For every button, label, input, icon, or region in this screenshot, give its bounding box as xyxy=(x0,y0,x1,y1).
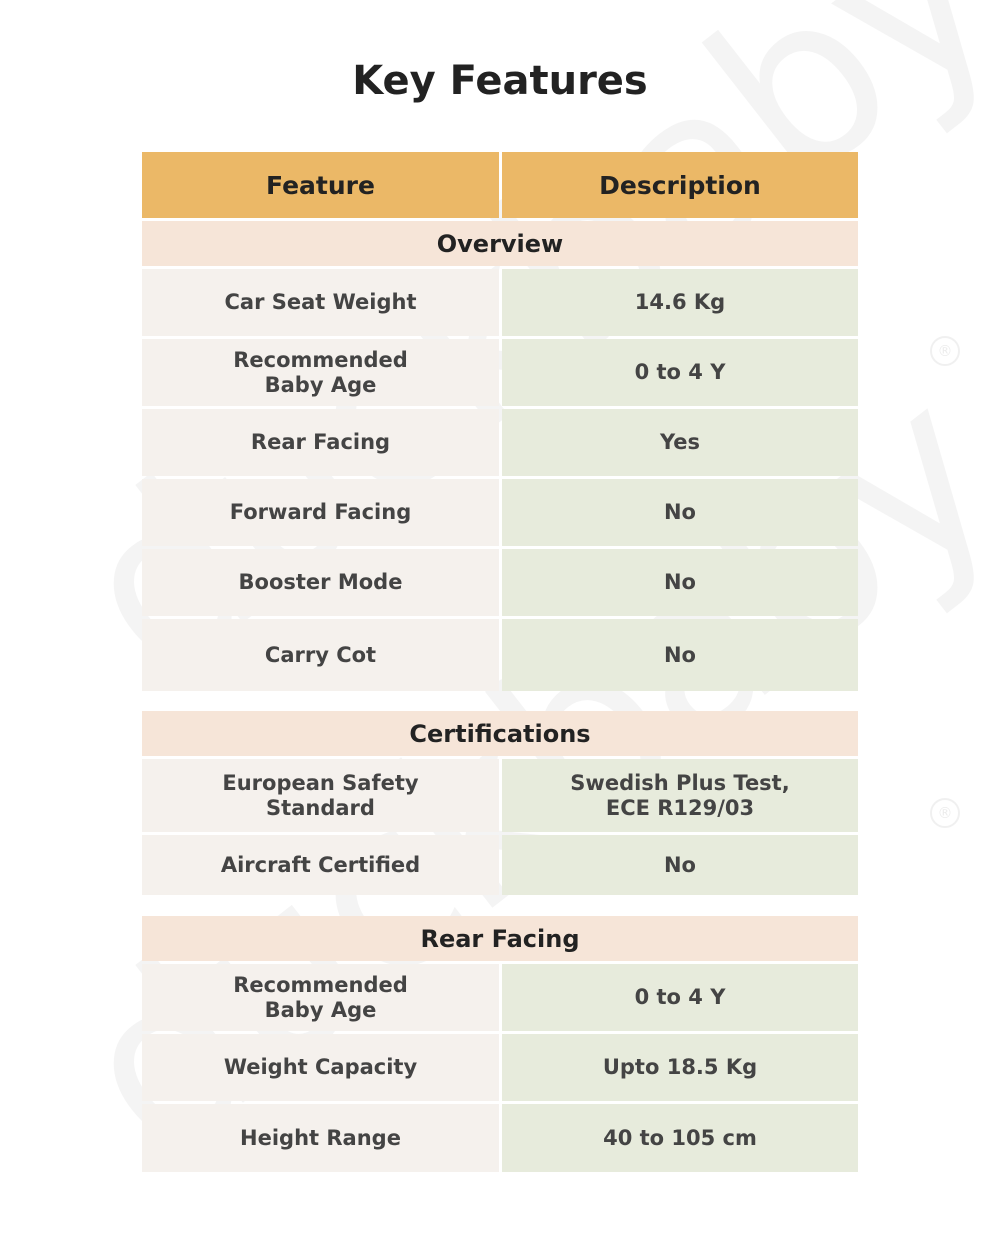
feature-cell: Rear Facing xyxy=(142,409,499,476)
description-cell: 40 to 105 cm xyxy=(502,1104,858,1172)
table-row xyxy=(142,759,858,832)
header-feature: Feature xyxy=(142,152,499,218)
table-row xyxy=(142,1034,858,1101)
section-title: Rear Facing xyxy=(142,916,858,961)
description-cell: No xyxy=(502,479,858,546)
description-cell: Upto 18.5 Kg xyxy=(502,1034,858,1101)
description-cell: No xyxy=(502,835,858,895)
feature-cell: Recommended Baby Age xyxy=(142,964,499,1031)
table-row xyxy=(142,619,858,691)
table-row xyxy=(142,1104,858,1172)
feature-cell: Forward Facing xyxy=(142,479,499,546)
table-row xyxy=(142,964,858,1031)
table-row xyxy=(142,479,858,546)
description-cell: 0 to 4 Y xyxy=(502,964,858,1031)
table-row xyxy=(142,409,858,476)
page-title: Key Features xyxy=(352,58,648,104)
feature-cell: Car Seat Weight xyxy=(142,269,499,336)
feature-cell: Aircraft Certified xyxy=(142,835,499,895)
section-rear-facing xyxy=(142,916,858,1172)
description-cell: 14.6 Kg xyxy=(502,269,858,336)
description-cell: Swedish Plus Test, ECE R129/03 xyxy=(502,759,858,832)
description-cell: Yes xyxy=(502,409,858,476)
registered-mark-2: ® xyxy=(930,798,960,828)
feature-cell: Weight Capacity xyxy=(142,1034,499,1101)
section-title: Overview xyxy=(142,221,858,266)
section-overview xyxy=(142,221,858,691)
header-description: Description xyxy=(502,152,858,218)
table-row xyxy=(142,339,858,406)
feature-cell: Carry Cot xyxy=(142,619,499,691)
feature-cell: Height Range xyxy=(142,1104,499,1172)
description-cell: No xyxy=(502,619,858,691)
table-row xyxy=(142,269,858,336)
section-title: Certifications xyxy=(142,711,858,756)
description-cell: 0 to 4 Y xyxy=(502,339,858,406)
feature-cell: Recommended Baby Age xyxy=(142,339,499,406)
features-table-header xyxy=(142,152,858,218)
feature-cell: Booster Mode xyxy=(142,549,499,616)
feature-cell: European Safety Standard xyxy=(142,759,499,832)
header-row xyxy=(142,152,858,218)
description-cell: No xyxy=(502,549,858,616)
registered-mark: ® xyxy=(930,336,960,366)
table-row xyxy=(142,835,858,895)
section-certifications xyxy=(142,711,858,895)
table-row xyxy=(142,549,858,616)
